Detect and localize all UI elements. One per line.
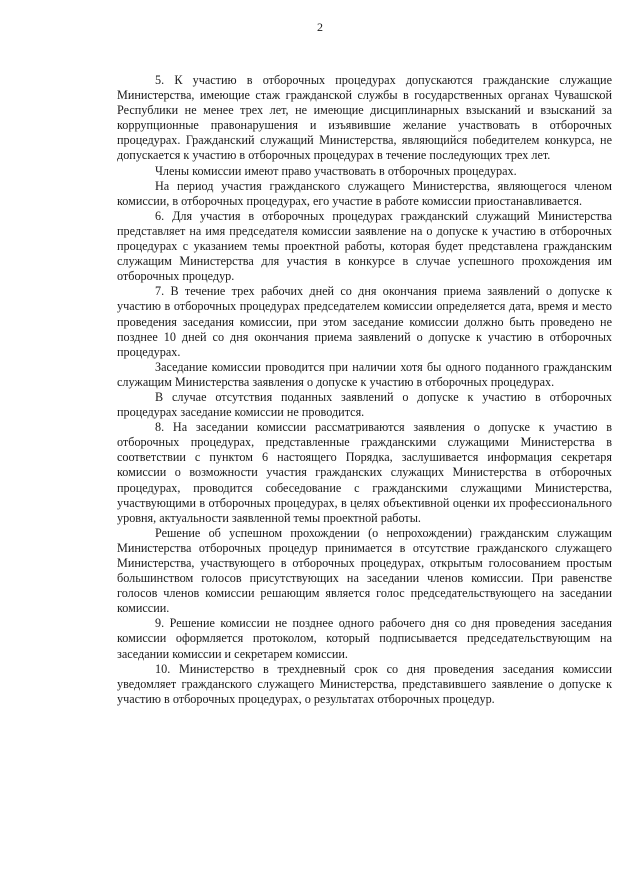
paragraph-meeting-quorum: Заседание комиссии проводится при наличии хотя бы одного поданного гражданским служащим Министерства заявления о допуске к участию в отборочных процедурах. [117,359,612,389]
paragraph-no-applications: В случае отсутствия поданных заявлений о допуске к участию в отборочных процедурах заседание комиссии не проводится. [117,389,612,420]
paragraph-item-5: 5. К участию в отборочных процедурах допускаются гражданские служащие Министерства, имеющие стаж гражданской службы в государственных органах Чувашской Республики не менее трех лет, не имеющие дисциплинарных взысканий и взысканий за коррупционные правонарушения и изъявившие желание участвовать в отборочных процедурах. Гражданский служащий Министерства, являющийся победителем конкурса, не допускается к участию в отборочных процедурах в течение последующих трех лет. [117,73,612,163]
paragraph-item-7: 7. В течение трех рабочих дней со дня окончания приема заявлений о допуске к участию в отборочных процедурах председателем комиссии определяется дата, время и место проведения заседания комиссии, при этом заседание комиссии должно быть проведено не позднее 10 дней со дня окончания приема заявлений о допуске к участию в отборочных процедурах. [117,284,612,359]
document-body [117,73,612,707]
paragraph-item-9: 9. Решение комиссии не позднее одного рабочего дня со дня проведения заседания комиссии оформляется протоколом, который подписывается председательствующим на заседании комиссии и секретарем комиссии. [117,616,612,661]
paragraph-item-8: 8. На заседании комиссии рассматриваются заявления о допуске к участию в отборочных процедурах, представленные гражданскими служащими Министерства в соответствии с пунктом 6 настоящего Порядка, заслушивается информация секретаря комиссии о возможности участия гражданских служащих Министерства в отборочных процедурах, проводится собеседование с гражданскими служащими Министерства, участвующими в отборочных процедурах, в целях объективной оценки их профессионального уровня, актуальности заявленной темы проектной работы. [117,420,612,525]
paragraph-participation-suspension: На период участия гражданского служащего Министерства, являющегося членом комиссии, в отборочных процедурах, его участие в работе комиссии приостанавливается. [117,178,612,208]
page-number: 2 [317,20,323,34]
paragraph-item-10: 10. Министерство в трехдневный срок со дня проведения заседания комиссии уведомляет гражданского служащего Министерства, представившего заявление о допуске к участию в отборочных процедурах, о результатах отборочных процедур. [117,661,612,706]
paragraph-item-6: 6. Для участия в отборочных процедурах гражданский служащий Министерства представляет на имя председателя комиссии заявление на о допуске к участию в отборочных процедурах с указанием темы проектной работы, которая будет представлена гражданским служащим Министерства для участия в конкурсе в случае успешного прохождения им отборочных процедур. [117,208,612,284]
paragraph-commission-members: Члены комиссии имеют право участвовать в отборочных процедурах. [155,163,517,178]
paragraph-decision: Решение об успешном прохождении (о непрохождении) гражданским служащим Министерства отборочных процедур принимается в отсутствие гражданского служащего Министерства, участвующего в отборочных процедурах, открытым голосованием простым большинством голосов присутствующих на заседании членов комиссии. При равенстве голосов членов комиссии решающим является голос председательствующего на заседании комиссии. [117,525,612,616]
